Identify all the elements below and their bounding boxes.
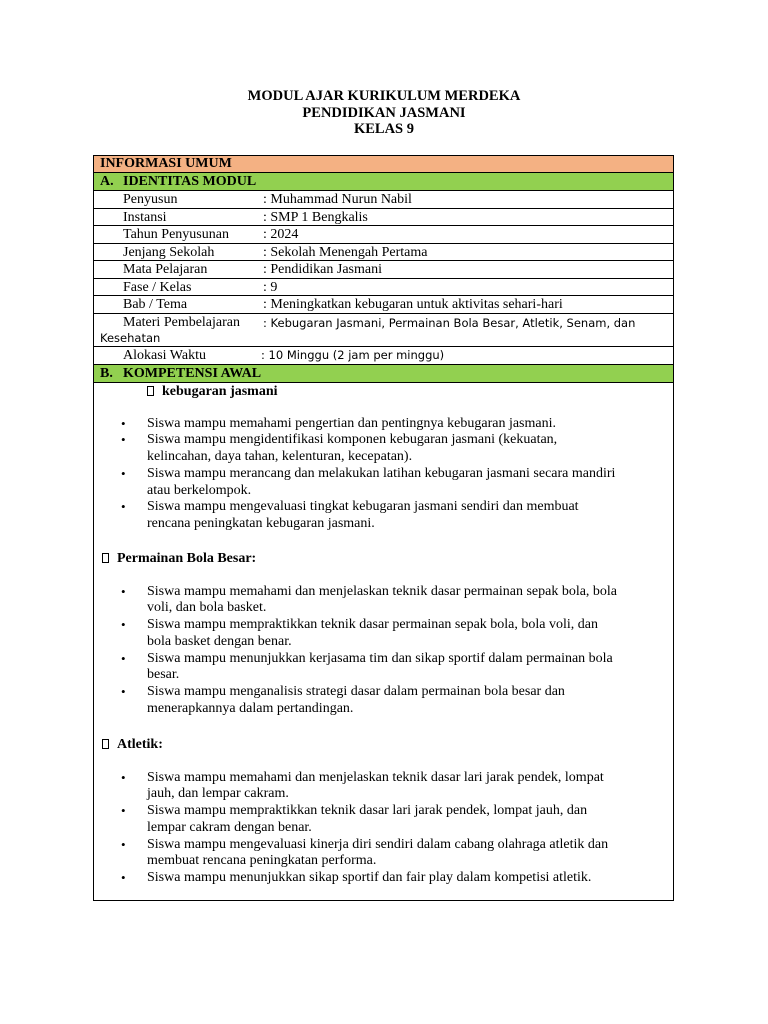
document-title-block (0, 88, 768, 138)
bola-besar-title: Permainan Bola Besar: (117, 550, 257, 566)
identitas-row (94, 261, 673, 279)
section-b-title: KOMPETENSI AWAL (123, 365, 262, 381)
list-item-line: • Siswa mampu mengevaluasi kinerja diri sendiri dalam cabang olahraga atletik dan (147, 836, 609, 852)
title-line-1: MODUL AJAR KURIKULUM MERDEKA (247, 88, 521, 104)
section-b-header (94, 365, 673, 383)
module-table (93, 155, 674, 901)
identitas-label: Fase / Kelas (123, 279, 192, 295)
checkbox-square-icon (147, 386, 154, 396)
identitas-label: Penyusun (123, 192, 178, 207)
section-a-header (94, 173, 673, 191)
list-item-line: besar. (147, 667, 180, 683)
kebugaran-title: kebugaran jasmani (162, 383, 278, 399)
list-item-line: voli, dan bola basket. (147, 600, 267, 616)
info-umum-header: INFORMASI UMUM (94, 156, 673, 173)
section-b-letter: B. (100, 365, 113, 381)
identitas-row (94, 191, 673, 209)
list-item (94, 617, 654, 651)
list-item-line: • Siswa mampu memahami dan menjelaskan teknik dasar permainan sepak bola, bola (147, 583, 618, 599)
identitas-row-materi (94, 314, 673, 347)
section-a-letter: A. (100, 174, 114, 189)
identitas-label: Mata Pelajaran (123, 262, 208, 277)
list-item (94, 416, 654, 433)
identitas-label: Instansi (123, 209, 167, 225)
checkbox-square-icon (102, 553, 109, 563)
identitas-label: Bab / Tema (123, 297, 188, 312)
list-item (94, 432, 654, 466)
identitas-label: Jenjang Sekolah (123, 244, 215, 260)
identitas-value: : SMP 1 Bengkalis (263, 209, 368, 225)
identitas-value: : Kebugaran Jasmani, Permainan Bola Besar, Atletik, Senam, dan (263, 315, 636, 330)
identitas-value: : 2024 (263, 227, 299, 242)
atletik-heading (102, 736, 163, 753)
identitas-label: Materi Pembelajaran (123, 314, 241, 330)
identitas-label: Tahun Penyusunan (123, 227, 229, 242)
list-item-line: • Siswa mampu mempraktikkan teknik dasar permainan sepak bola, bola voli, dan (147, 617, 598, 633)
list-item (94, 466, 654, 500)
bola-besar-list (94, 584, 654, 718)
identitas-value-continued: Kesehatan (100, 330, 161, 345)
list-item-line: jauh, dan lempar cakram. (147, 786, 289, 802)
list-item (94, 803, 654, 837)
identitas-row (94, 209, 673, 227)
list-item-line: • Siswa mampu menganalisis strategi dasar dalam permainan bola besar dan (147, 684, 565, 700)
list-item-line: • Siswa mampu mengidentifikasi komponen kebugaran jasmani (kekuatan, (147, 432, 558, 448)
identitas-value: : Pendidikan Jasmani (263, 262, 382, 277)
identitas-row (94, 226, 673, 244)
identitas-value: : Meningkatkan kebugaran untuk aktivitas sehari-hari (263, 297, 563, 312)
list-item-line: bola basket dengan benar. (147, 633, 292, 649)
list-item-line: • Siswa mampu menunjukkan sikap sportif dan fair play dalam kompetisi atletik. (147, 870, 592, 886)
identitas-value: : 9 (263, 279, 278, 295)
identitas-label: Alokasi Waktu (123, 347, 206, 363)
title-line-3: KELAS 9 (353, 121, 415, 137)
section-a-title: IDENTITAS MODUL (123, 174, 257, 189)
list-item-line: menerapkannya dalam pertandingan. (147, 701, 354, 717)
list-item (94, 651, 654, 685)
identitas-row (94, 296, 673, 314)
list-item-line: • Siswa mampu mempraktikkan teknik dasar lari jarak pendek, lompat jauh, dan (147, 803, 588, 819)
list-item-line: • Siswa mampu mengevaluasi tingkat kebugaran jasmani sendiri dan membuat (147, 499, 579, 515)
checkbox-square-icon (102, 739, 109, 749)
identitas-rows (94, 191, 673, 314)
list-item-line: rencana peningkatan kebugaran jasmani. (147, 516, 375, 532)
identitas-row (94, 279, 673, 297)
identitas-value: : Sekolah Menengah Pertama (263, 244, 428, 260)
list-item-line: • Siswa mampu memahami pengertian dan pentingnya kebugaran jasmani. (147, 415, 556, 431)
list-item-line: kelincahan, daya tahan, kelenturan, kecepatan). (147, 449, 413, 465)
identitas-value: : Muhammad Nurun Nabil (263, 192, 412, 207)
bola-besar-heading (102, 550, 256, 567)
title-line-2: PENDIDIKAN JASMANI (302, 104, 466, 121)
atletik-title: Atletik: (117, 736, 163, 752)
list-item-line: lempar cakram dengan benar. (147, 819, 312, 835)
list-item-line: • Siswa mampu menunjukkan kerjasama tim dan sikap sportif dalam permainan bola (147, 650, 613, 666)
identitas-value: : 10 Minggu (2 jam per minggu) (261, 347, 445, 362)
list-item-line: atau berkelompok. (147, 482, 252, 498)
list-item (94, 684, 654, 718)
kebugaran-heading (147, 383, 278, 400)
identitas-row (94, 244, 673, 262)
list-item (94, 499, 654, 533)
list-item (94, 770, 654, 804)
list-item-line: • Siswa mampu memahami dan menjelaskan teknik dasar lari jarak pendek, lompat (147, 769, 604, 785)
list-item (94, 870, 654, 887)
kebugaran-list (94, 416, 654, 534)
list-item-line: • Siswa mampu merancang dan melakukan latihan kebugaran jasmani secara mandiri (147, 465, 616, 481)
atletik-list (94, 770, 654, 888)
list-item-line: membuat rencana peningkatan performa. (147, 853, 377, 869)
identitas-row-alokasi (94, 347, 673, 365)
list-item (94, 837, 654, 871)
list-item (94, 584, 654, 618)
